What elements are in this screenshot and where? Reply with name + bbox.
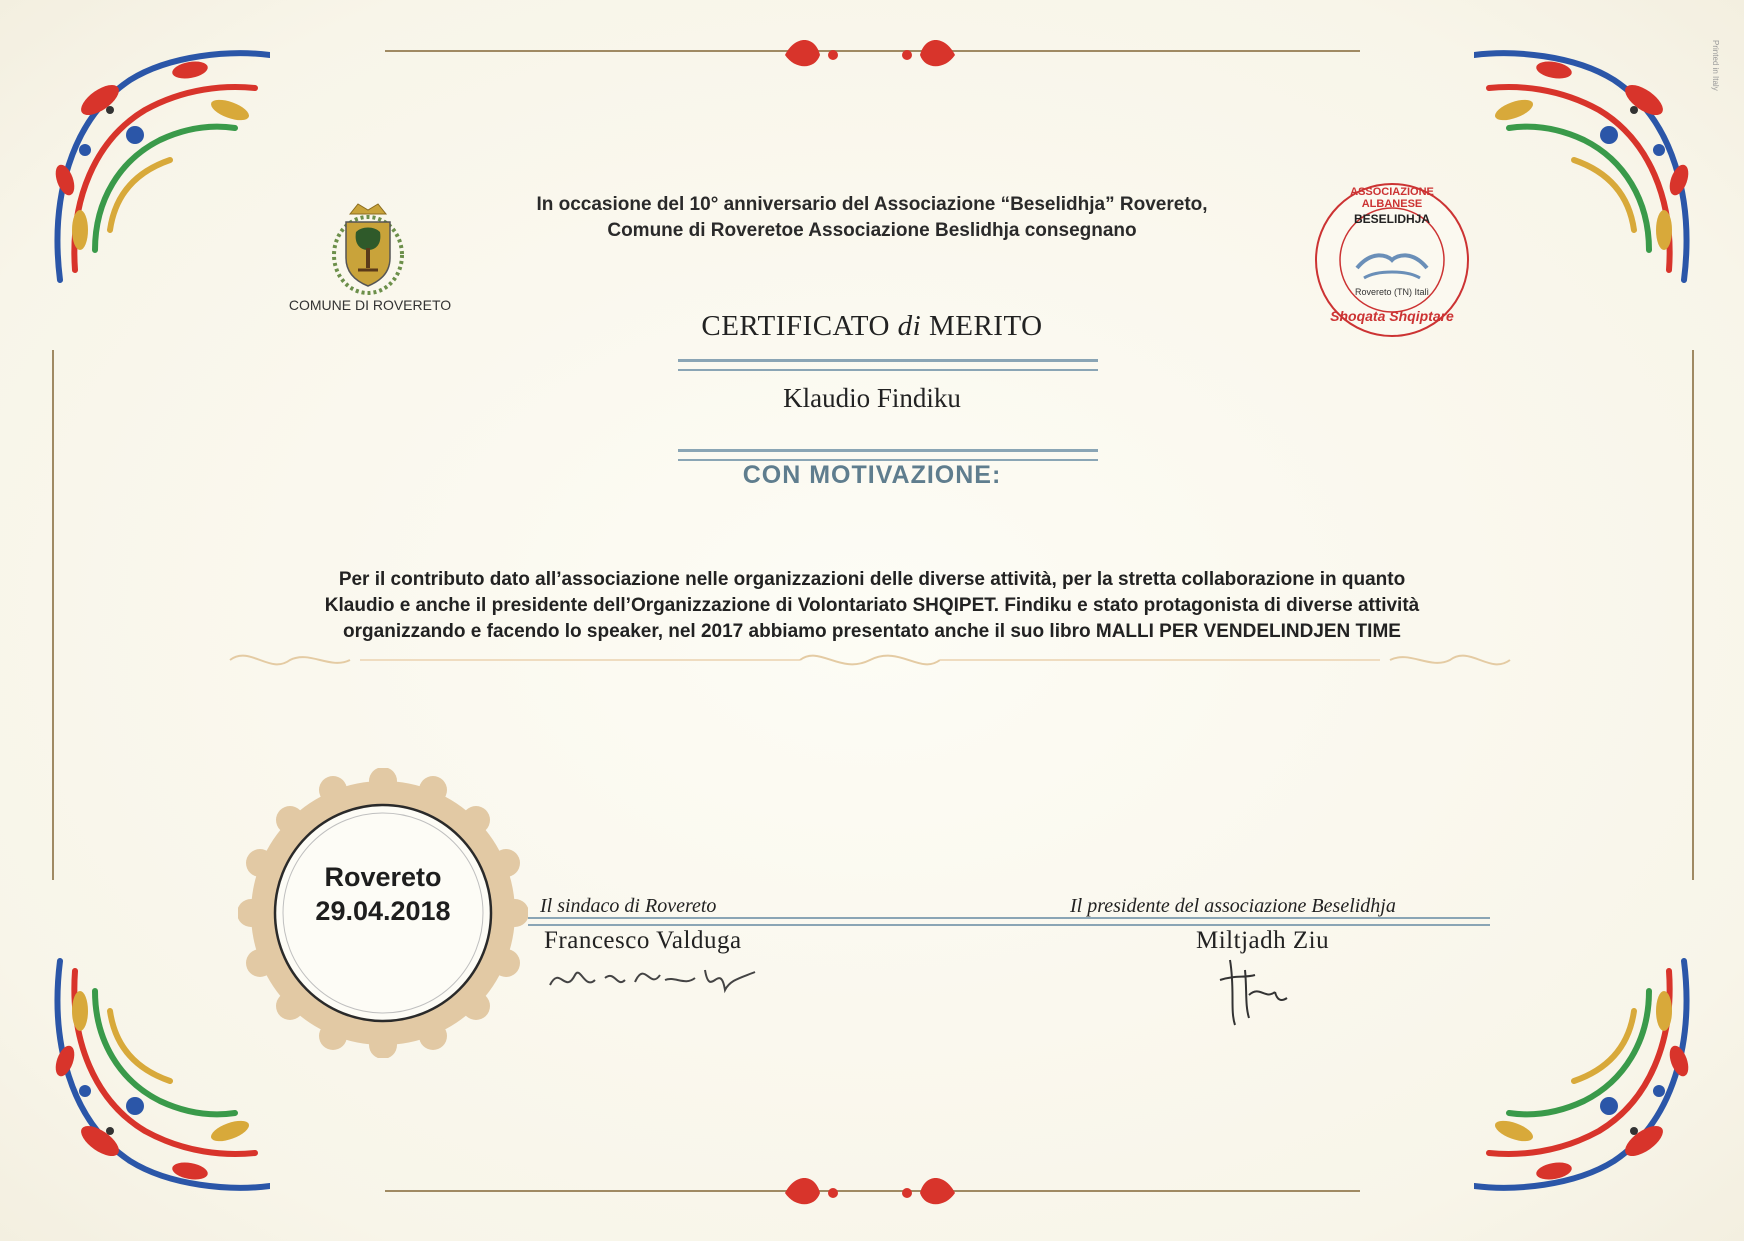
seal-bottom-text: Shoqata Shqiptare xyxy=(1330,308,1454,324)
motivation-text xyxy=(180,567,1564,645)
motivation-line-1: Per il contributo dato all’associazione nelle organizzazioni delle diverse attività, per la stretta collaborazione in quanto xyxy=(338,569,1406,590)
corner-ornament-bottom-right xyxy=(1474,951,1704,1201)
corner-ornament-bottom-left xyxy=(40,951,270,1201)
intro-line-1: In occasione del 10° anniversario del Associazione “Beselidhja” Rovereto, xyxy=(536,194,1208,215)
frame-right xyxy=(1692,350,1694,880)
signature-line xyxy=(528,917,1490,926)
floral-ornament-icon xyxy=(40,40,270,290)
tulip-ornament-bottom xyxy=(775,1168,965,1218)
tulip-icon xyxy=(775,30,965,80)
tulip-icon xyxy=(775,1168,965,1218)
left-logo-caption: COMUNE DI ROVERETO xyxy=(288,297,452,313)
handwritten-signature-1 xyxy=(545,950,765,1005)
name-rule xyxy=(678,449,1098,461)
signature-role-1: Il sindaco di Rovereto xyxy=(540,895,717,917)
motivation-heading: CON MOTIVAZIONE: xyxy=(742,461,1002,489)
floral-ornament-icon xyxy=(40,951,270,1201)
seal-sub-text: Rovereto (TN) Italì xyxy=(1354,287,1430,297)
seal-center-text: BESELIDHJA xyxy=(1353,212,1430,226)
title-part-2: di xyxy=(897,310,922,342)
title-part-3: MERITO xyxy=(928,310,1043,342)
floral-ornament-icon xyxy=(1474,40,1704,290)
frame-left xyxy=(52,350,54,880)
title-part-1: CERTIFICATO xyxy=(701,310,890,342)
intro-line-2: Comune di Roveretoe Associazione Beslidhja consegnano xyxy=(607,220,1137,241)
signature-name-2: Miltjadh Ziu xyxy=(1196,927,1330,954)
corner-ornament-top-right xyxy=(1474,40,1704,290)
seal-text xyxy=(238,860,528,928)
floral-ornament-icon xyxy=(1474,951,1704,1201)
signature-name-1: Francesco Valduga xyxy=(544,927,742,954)
seal-place: Rovereto xyxy=(324,862,442,892)
handwritten-signature-2 xyxy=(1215,950,1295,1030)
signature-role-2: Il presidente del associazione Beselidhja xyxy=(1070,895,1396,917)
motivation-line-2: Klaudio e anche il presidente dell’Organizzazione di Volontariato SHQIPET. Findiku e stato protagonista di diverse attività xyxy=(324,595,1420,616)
certificate-title xyxy=(580,310,1164,343)
seal-date: 29.04.2018 xyxy=(315,896,451,926)
title-rule xyxy=(678,359,1098,371)
motivation-line-3: organizzando e facendo lo speaker, nel 2017 abbiamo presentato anche il suo libro MALLI PER VENDELINDJEN TIME xyxy=(343,621,1401,642)
recipient-name: Klaudio Findiku xyxy=(783,383,961,413)
flourish-divider xyxy=(220,645,1520,675)
printed-note: Printed in Italy xyxy=(1711,40,1720,91)
corner-ornament-top-left xyxy=(40,40,270,290)
seal-top-text: ASSOCIAZIONE ALBANESE xyxy=(1350,186,1434,210)
tulip-ornament-top xyxy=(775,30,965,80)
